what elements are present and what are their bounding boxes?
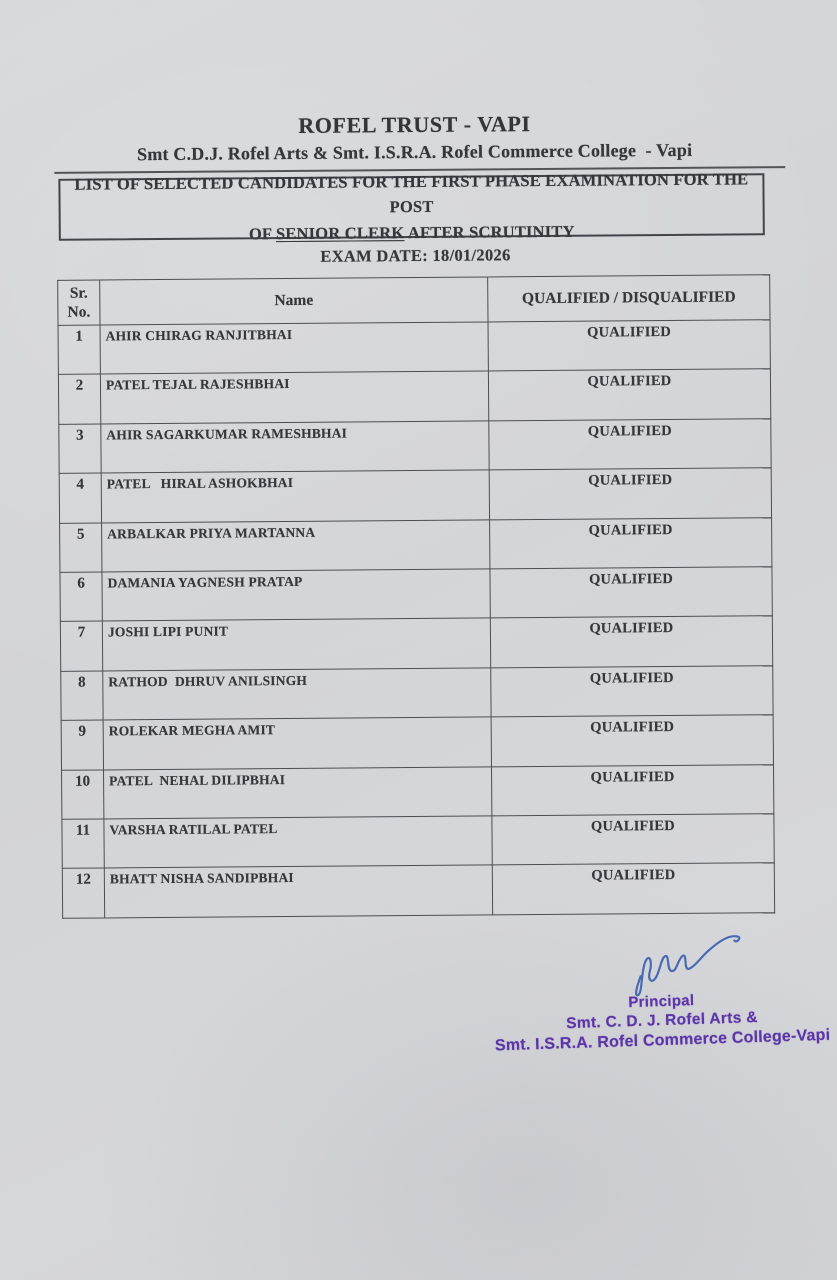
notice-post-title: SENIOR CLERK: [275, 222, 405, 243]
name-cell: RATHOD DHRUV ANILSINGH: [103, 668, 491, 720]
org-subtitle: Smt C.D.J. Rofel Arts & Smt. I.S.R.A. Rofel Commerce College - Vapi: [136, 139, 693, 165]
sr-no-cell: 1: [58, 325, 100, 375]
name-cell: PATEL TEJAL RAJESHBHAI: [100, 371, 488, 423]
name-cell: ROLEKAR MEGHA AMIT: [103, 717, 491, 769]
notice-line-2: [249, 219, 575, 247]
table-row: [62, 814, 774, 869]
name-cell: JOSHI LIPI PUNIT: [102, 618, 490, 670]
status-cell: QUALIFIED: [491, 665, 773, 717]
status-cell: QUALIFIED: [492, 863, 774, 915]
table-row: [60, 567, 772, 622]
sr-no-cell: 4: [59, 473, 101, 523]
table-row: [58, 369, 770, 424]
column-header-sr-line1: Sr.: [69, 284, 88, 302]
status-cell: QUALIFIED: [490, 616, 772, 668]
table-row: [60, 517, 772, 572]
table-row: [59, 468, 771, 523]
status-cell: QUALIFIED: [488, 369, 770, 421]
org-title: ROFEL TRUST - VAPI: [298, 111, 531, 138]
name-cell: ARBALKAR PRIYA MARTANNA: [102, 520, 490, 572]
status-cell: QUALIFIED: [489, 468, 771, 520]
notice-line-1: LIST OF SELECTED CANDIDATES FOR THE FIRST PHASE EXAMINATION FOR THE POST: [74, 168, 758, 217]
column-header-status: QUALIFIED / DISQUALIFIED: [488, 275, 770, 322]
stamp-college-line1: Smt. C. D. J. Rofel Arts &: [565, 1009, 758, 1033]
principal-stamp: [470, 986, 837, 1058]
name-cell: PATEL HIRAL ASHOKBHAI: [101, 470, 489, 522]
sr-no-cell: 6: [60, 572, 102, 622]
sr-no-cell: 9: [61, 720, 103, 770]
sr-no-cell: 10: [62, 769, 104, 819]
status-cell: QUALIFIED: [490, 567, 772, 619]
sr-no-cell: 11: [62, 819, 104, 869]
stamp-title: Principal: [628, 992, 695, 1012]
table-row: [59, 419, 771, 474]
name-cell: DAMANIA YAGNESH PRATAP: [102, 569, 490, 621]
name-cell: AHIR SAGARKUMAR RAMESHBHAI: [101, 421, 489, 473]
table-header-row: [58, 275, 770, 326]
column-header-sr-line2: No.: [67, 303, 91, 321]
status-cell: QUALIFIED: [491, 715, 773, 767]
sr-no-cell: 2: [58, 374, 100, 424]
status-cell: QUALIFIED: [488, 320, 770, 372]
table-row: [61, 715, 773, 770]
status-cell: QUALIFIED: [490, 517, 772, 569]
table-row: [62, 863, 774, 918]
sr-no-cell: 3: [59, 424, 101, 474]
status-cell: QUALIFIED: [492, 814, 774, 866]
sr-no-cell: 8: [61, 671, 103, 721]
table-row: [60, 616, 772, 671]
table-row: [62, 764, 774, 819]
name-cell: VARSHA RATILAL PATEL: [104, 816, 492, 868]
table-row: [58, 320, 770, 375]
notice-of-text: OF: [248, 223, 277, 244]
notice-box: [58, 168, 764, 244]
stamp-college-line2: Smt. I.S.R.A. Rofel Commerce College-Vapi: [494, 1026, 831, 1055]
column-header-sr-no: [58, 280, 100, 325]
name-cell: PATEL NEHAL DILIPBHAI: [104, 766, 492, 818]
column-header-name: Name: [100, 277, 488, 325]
exam-date: EXAM DATE: 18/01/2026: [320, 245, 511, 266]
sr-no-cell: 5: [60, 523, 102, 573]
status-cell: QUALIFIED: [491, 764, 773, 816]
sr-no-cell: 12: [62, 868, 104, 918]
status-cell: QUALIFIED: [489, 419, 771, 471]
name-cell: AHIR CHIRAG RANJITBHAI: [100, 322, 488, 374]
table-row: [61, 665, 773, 720]
name-cell: BHATT NISHA SANDIPBHAI: [104, 865, 492, 917]
sr-no-cell: 7: [60, 621, 102, 671]
notice-rest-text: AFTER SCRUTINITY: [404, 221, 575, 242]
candidates-table: [57, 274, 775, 918]
